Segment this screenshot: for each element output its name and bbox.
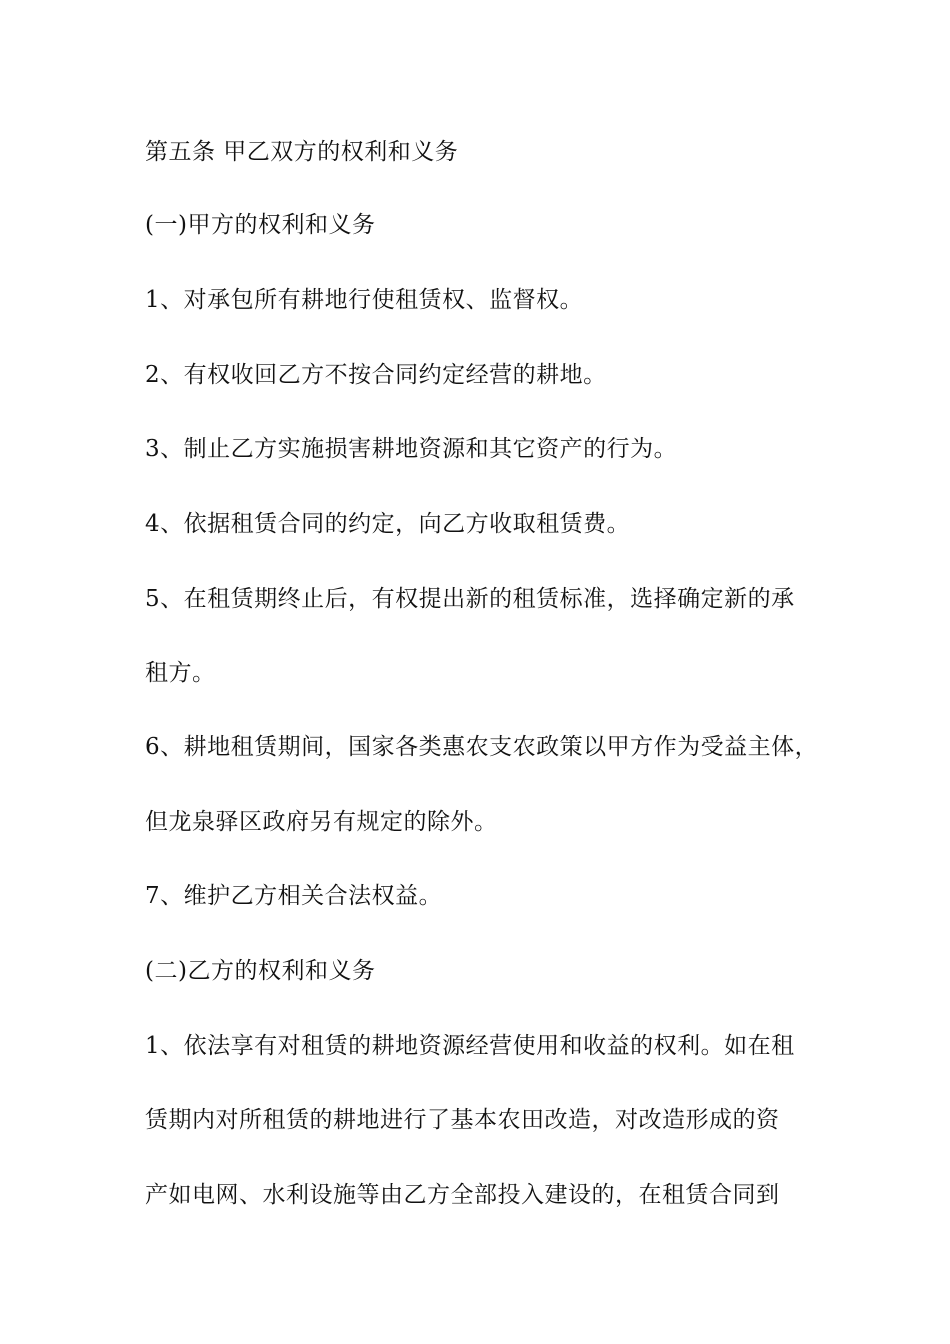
paragraph-line: 5、在租赁期终止后，有权提出新的租赁标准，选择确定新的承 xyxy=(145,586,795,612)
paragraph-line: 7、维护乙方相关合法权益。 xyxy=(145,883,443,909)
section-heading-party-b: (二)乙方的权利和义务 xyxy=(145,958,376,984)
paragraph-line: 租方。 xyxy=(145,660,216,686)
section-heading-party-a: (一)甲方的权利和义务 xyxy=(145,212,376,238)
paragraph-line: 产如电网、水利设施等由乙方全部投入建设的，在租赁合同到 xyxy=(145,1182,780,1208)
article-heading: 第五条 甲乙双方的权利和义务 xyxy=(145,139,459,165)
paragraph-line: 但龙泉驿区政府另有规定的除外。 xyxy=(145,809,498,835)
paragraph-line: 1、对承包所有耕地行使租赁权、监督权。 xyxy=(145,287,584,313)
paragraph-line: 4、依据租赁合同的约定，向乙方收取租赁费。 xyxy=(145,511,631,537)
paragraph-line: 3、制止乙方实施损害耕地资源和其它资产的行为。 xyxy=(145,436,678,462)
paragraph-line: 1、依法享有对租赁的耕地资源经营使用和收益的权利。如在租 xyxy=(145,1033,795,1059)
paragraph-line: 6、耕地租赁期间，国家各类惠农支农政策以甲方作为受益主体， xyxy=(145,734,819,760)
paragraph-line: 赁期内对所租赁的耕地进行了基本农田改造，对改造形成的资 xyxy=(145,1107,780,1133)
paragraph-line: 2、有权收回乙方不按合同约定经营的耕地。 xyxy=(145,362,607,388)
